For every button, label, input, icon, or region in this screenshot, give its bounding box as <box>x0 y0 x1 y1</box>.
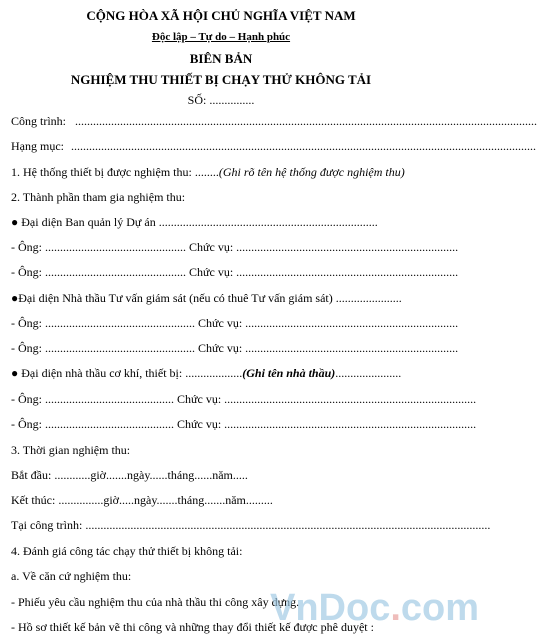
consultant-rep: ●Đại diện Nhà thầu Tư vấn giám sát (nếu có thuê Tư vấn giám sát) ...................... <box>11 291 402 305</box>
mech-row-1: - Ông: ........................................... Chức vụ: .................................................................................... <box>11 392 477 406</box>
end-time: Kết thúc: ...............giờ.....ngày.......tháng.......năm......... <box>11 493 273 507</box>
consultant-row-2: - Ông: .................................................. Chức vụ: ....................................................................... <box>11 341 459 355</box>
cong-trinh-field: .......................................................................................................................................................... <box>75 114 537 128</box>
owner-row-2: - Ông: ............................................... Chức vụ: .......................................................................... <box>11 265 459 279</box>
consultant-row-1: - Ông: .................................................. Chức vụ: ....................................................................... <box>11 316 459 330</box>
cong-trinh-label: Công trình: <box>11 114 67 128</box>
mech-label: ● Đại diện nhà thầu cơ khí, thiết bị: ................... <box>11 366 243 380</box>
watermark-logo <box>270 587 479 630</box>
watermark-dot: . <box>390 587 401 629</box>
owner-rep: ● Đại diện Ban quản lý Dự án ......................................................................... <box>11 215 378 229</box>
section-2-label: 2. Thành phần tham gia nghiệm thu: <box>11 190 186 204</box>
hang-muc-field: ........................................................................................................................................................... <box>71 139 536 153</box>
section-4a-label: a. Về căn cứ nghiệm thu: <box>11 569 132 583</box>
hang-muc-label: Hạng mục: <box>11 139 64 153</box>
doc-title: NGHIỆM THU THIẾT BỊ CHẠY THỬ KHÔNG TẢI <box>70 72 372 87</box>
section-3-label: 3. Thời gian nghiệm thu: <box>11 443 131 457</box>
section-4-label: 4. Đánh giá công tác chạy thử thiết bị không tải: <box>11 544 243 558</box>
start-time: Bắt đầu: ............giờ.......ngày......tháng......năm..... <box>11 468 248 482</box>
basis-item-1: - Phiếu yêu cầu nghiệm thu của nhà thầu thi công xây dựng. <box>11 595 300 609</box>
watermark-a: VnDoc <box>270 587 391 629</box>
mech-dots: ...................... <box>335 366 402 380</box>
mech-note: (Ghi tên nhà thầu) <box>242 366 336 380</box>
mech-contractor-rep <box>11 366 431 380</box>
basis-item-2: - Hồ sơ thiết kế bản vẽ thi công và những thay đổi thiết kế được phê duyệt : <box>11 620 374 634</box>
motto <box>0 29 442 44</box>
doc-number: SỐ: ............... <box>187 93 255 107</box>
section-1-note: (Ghi rõ tên hệ thống được nghiệm thu) <box>218 165 405 179</box>
section-1 <box>11 165 405 179</box>
owner-row-1: - Ông: ............................................... Chức vụ: .......................................................................... <box>11 240 459 254</box>
doc-type: BIÊN BẢN <box>189 51 253 66</box>
mech-row-2: - Ông: ........................................... Chức vụ: .................................................................................... <box>11 417 477 431</box>
nation-heading: CỘNG HÒA XÃ HỘI CHỦ NGHĨA VIỆT NAM <box>86 8 356 23</box>
motto-text: Độc lập – Tự do – Hạnh phúc <box>151 31 291 43</box>
place: Tại công trình: ....................................................................................................................................... <box>11 518 491 532</box>
section-1-label: 1. Hệ thống thiết bị được nghiệm thu: ........ <box>11 165 219 179</box>
watermark-b: com <box>400 587 480 629</box>
